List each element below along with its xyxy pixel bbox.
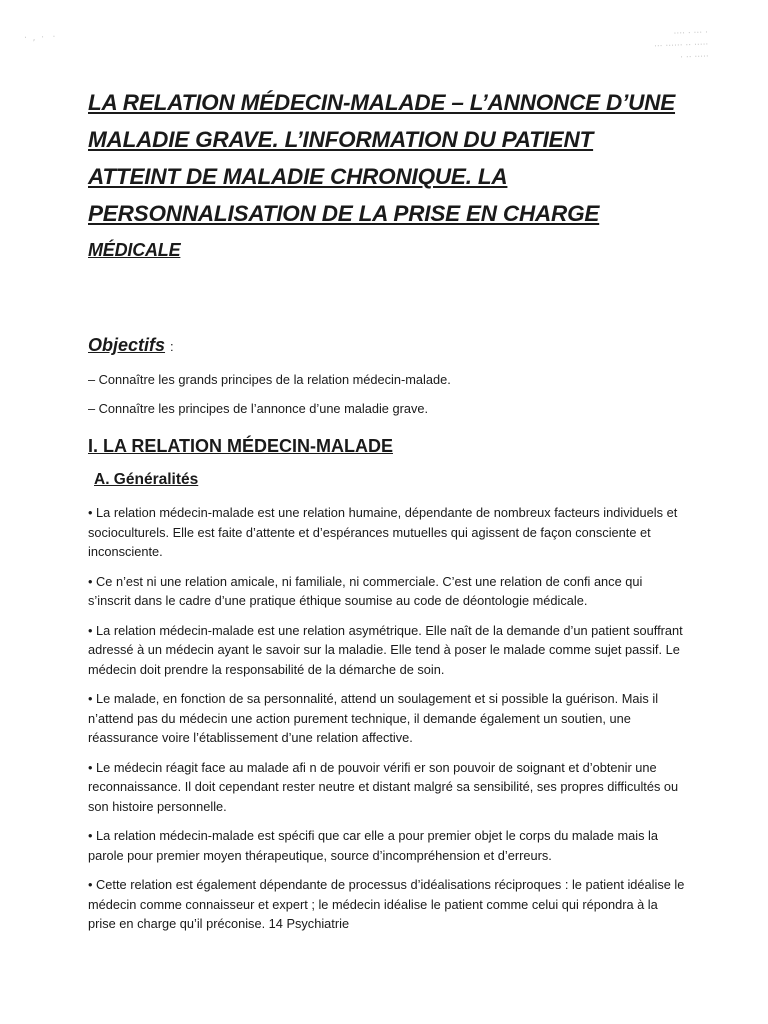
bullet-paragraph xyxy=(88,689,688,748)
bullet-paragraph xyxy=(88,758,688,817)
bullet-paragraph xyxy=(88,503,688,562)
bullet-paragraph xyxy=(88,621,688,680)
title-line: MALADIE GRAVE. L’INFORMATION DU PATIENT xyxy=(88,127,594,152)
paragraph-text: La relation médecin-malade est une relation humaine, dépendante de nombreux facteurs individuels et socioculturels. Elle est faite d’attente et d’espérances mutuelles qui agissent de façon consciente et inconsciente. xyxy=(88,505,678,559)
bullet-glyph: • xyxy=(88,828,93,843)
section-heading: I. LA RELATION MÉDECIN-MALADE xyxy=(88,436,393,456)
paragraph-text: Ce n’est ni une relation amicale, ni familiale, ni commerciale. C’est une relation de confi ance qui s’inscrit dans le cadre d’une pratique éthique soumise au code de déontologie médicale. xyxy=(88,573,643,608)
paragraph-text: Le médecin réagit face au malade afi n de pouvoir vérifi er son pouvoir de soignant et d’obtenir une reconnaissance. Il doit cependant rester neutre et distant malgré sa sensibilité, ses propres difficultés ou son histoire personnelle. xyxy=(88,759,679,814)
bullet-glyph: • xyxy=(88,691,93,706)
bullet-paragraph xyxy=(88,572,688,611)
scan-smudge-top-right: ···· · ··· · ··· ······ ·· ····· · ·· ····· xyxy=(653,28,709,64)
document-page xyxy=(88,84,688,934)
bullet-glyph: • xyxy=(88,759,93,775)
subsection-heading: A. Généralités xyxy=(94,471,199,488)
title-line: LA RELATION MÉDECIN-MALADE – L’ANNONCE D’UNE xyxy=(88,90,676,115)
title-line: PERSONNALISATION DE LA PRISE EN CHARGE xyxy=(88,201,600,226)
bullet-paragraph xyxy=(88,875,688,934)
paragraph-text: La relation médecin-malade est une relation asymétrique. Elle naît de la demande d’un patient souffrant adressé à un médecin ayant le savoir sur la maladie. Elle tend à poser le malade comme sujet passif. Le médecin doit prendre la responsabilité de la démarche de soin. xyxy=(88,622,683,677)
objectif-item: – Connaître les principes de l’annonce d’une maladie grave. xyxy=(88,401,429,416)
bullet-glyph: • xyxy=(88,573,93,589)
title-line: ATTEINT DE MALADIE CHRONIQUE. LA xyxy=(88,164,508,189)
title-line: MÉDICALE xyxy=(88,240,181,260)
bullet-glyph: • xyxy=(88,877,93,892)
objectifs-heading xyxy=(88,335,688,356)
scan-smudge-top-left: · , · · xyxy=(23,32,56,44)
bullet-glyph: • xyxy=(88,622,93,638)
bullet-paragraph xyxy=(88,826,688,865)
document-title xyxy=(88,84,688,269)
bullet-glyph: • xyxy=(88,505,93,520)
objectif-item: – Connaître les grands principes de la relation médecin-malade. xyxy=(88,372,451,387)
paragraph-text: Le malade, en fonction de sa personnalité, attend un soulagement et si possible la guérison. Mais il n’attend pas du médecin une action purement technique, il demande également un soutien, une réassurance voire l’établissement d’une relation affective. xyxy=(88,691,659,745)
objectifs-label: Objectifs xyxy=(88,335,166,355)
paragraph-text: La relation médecin-malade est spécifi que car elle a pour premier objet le corps du malade mais la parole pour premier moyen thérapeutique, source d’incompréhension et d’erreurs. xyxy=(88,828,658,863)
objectifs-colon: : xyxy=(170,339,174,354)
paragraph-text: Cette relation est également dépendante de processus d’idéalisations réciproques : le patient idéalise le médecin comme connaisseur et expert ; le médecin idéalise le patient comme celui qui répondra à la prise en charge qu’il préconise. 14 Psychiatrie xyxy=(88,877,685,931)
